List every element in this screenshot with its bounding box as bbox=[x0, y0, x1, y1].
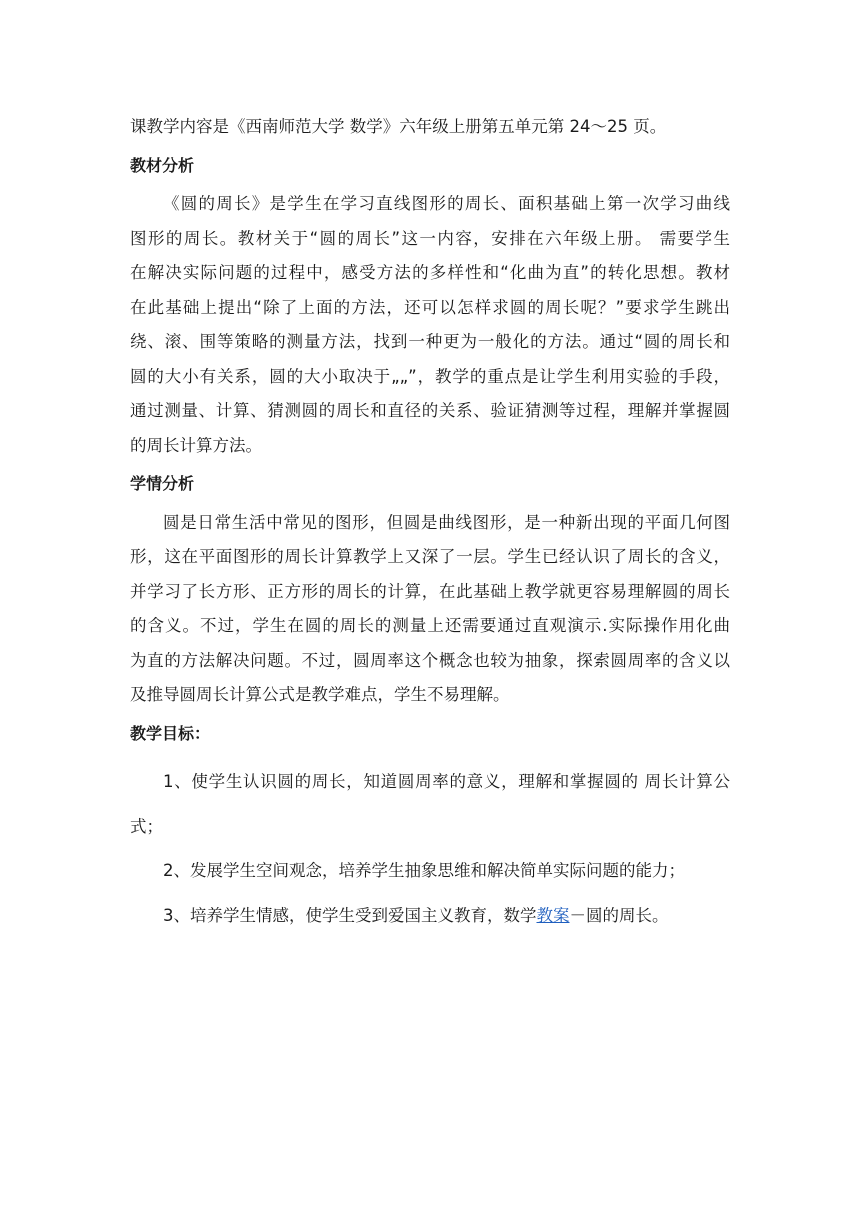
paragraph-line: 在此基础上提出“除了上面的方法，还可以怎样求圆的周长呢？”要求学生跳出 bbox=[130, 297, 730, 317]
paragraph-line: 及推导圆周长计算公式是教学难点，学生不易理解。 bbox=[130, 685, 510, 704]
paragraph-line: 为直的方法解决问题。不过，圆周率这个概念也较为抽象，探索圆周率的含义以 bbox=[130, 650, 730, 670]
paragraph-line: 圆的大小有关系，圆的大小取决于„„”，教学的重点是让学生利用实验的手段， bbox=[130, 366, 730, 386]
textbook-analysis-paragraph bbox=[130, 187, 730, 463]
paragraph-line: 并学习了长方形、正方形的周长的计算，在此基础上教学就更容易理解圆的周长 bbox=[130, 581, 730, 601]
textbook-analysis-heading: 教材分析 bbox=[130, 155, 195, 175]
objective-item-3-prefix: 3、培养学生情感，使学生受到爱国主义教育，数学 bbox=[163, 905, 537, 925]
paragraph-line: 绕、滚、围等策略的测量方法，找到一种更为一般化的方法。通过“圆的周长和 bbox=[130, 332, 730, 351]
intro-line: 课教学内容是《西南师范大学 数学》六年级上册第五单元第 24～25 页。 bbox=[130, 117, 667, 136]
paragraph-line: 通过测量、计算、猜测圆的周长和直径的关系、验证猜测等过程，理解并掌握圆 bbox=[130, 401, 730, 420]
document-page bbox=[130, 110, 730, 933]
objective-item-2: 2、发展学生空间观念，培养学生抽象思维和解决简单实际问题的能力； bbox=[163, 861, 685, 880]
learner-analysis-heading: 学情分析 bbox=[130, 474, 195, 493]
paragraph-line: 的含义。不过，学生在圆的周长的测量上还需要通过直观演示.实际操作用化曲 bbox=[130, 616, 730, 635]
lesson-plan-link[interactable]: 教案 bbox=[536, 905, 570, 925]
objective-item-3-suffix: －圆的周长。 bbox=[569, 905, 669, 925]
objective-item-1-line-2: 式； bbox=[130, 816, 163, 836]
paragraph-line: 的周长计算方法。 bbox=[130, 435, 262, 455]
objectives-list bbox=[130, 755, 730, 933]
objective-item-3 bbox=[130, 899, 730, 934]
learner-analysis-paragraph bbox=[130, 506, 730, 713]
paragraph-line: 圆是日常生活中常见的图形，但圆是曲线图形，是一种新出现的平面几何图 bbox=[163, 512, 730, 532]
paragraph-line: 图形的周长。教材关于“圆的周长”这一内容，安排在六年级上册。 需要学生 bbox=[130, 228, 730, 248]
paragraph-line: 在解决实际问题的过程中，感受方法的多样性和“化曲为直”的转化思想。教材 bbox=[130, 263, 730, 282]
paragraph-line: 《圆的周长》是学生在学习直线图形的周长、面积基础上第一次学习曲线 bbox=[163, 194, 730, 213]
objective-item-1-line-1: 1、使学生认识圆的周长，知道圆周率的意义，理解和掌握圆的 周长计算公 bbox=[163, 772, 730, 791]
paragraph-line: 形，这在平面图形的周长计算教学上又深了一层。学生已经认识了周长的含义， bbox=[130, 547, 730, 566]
objectives-heading: 教学目标： bbox=[130, 723, 211, 743]
